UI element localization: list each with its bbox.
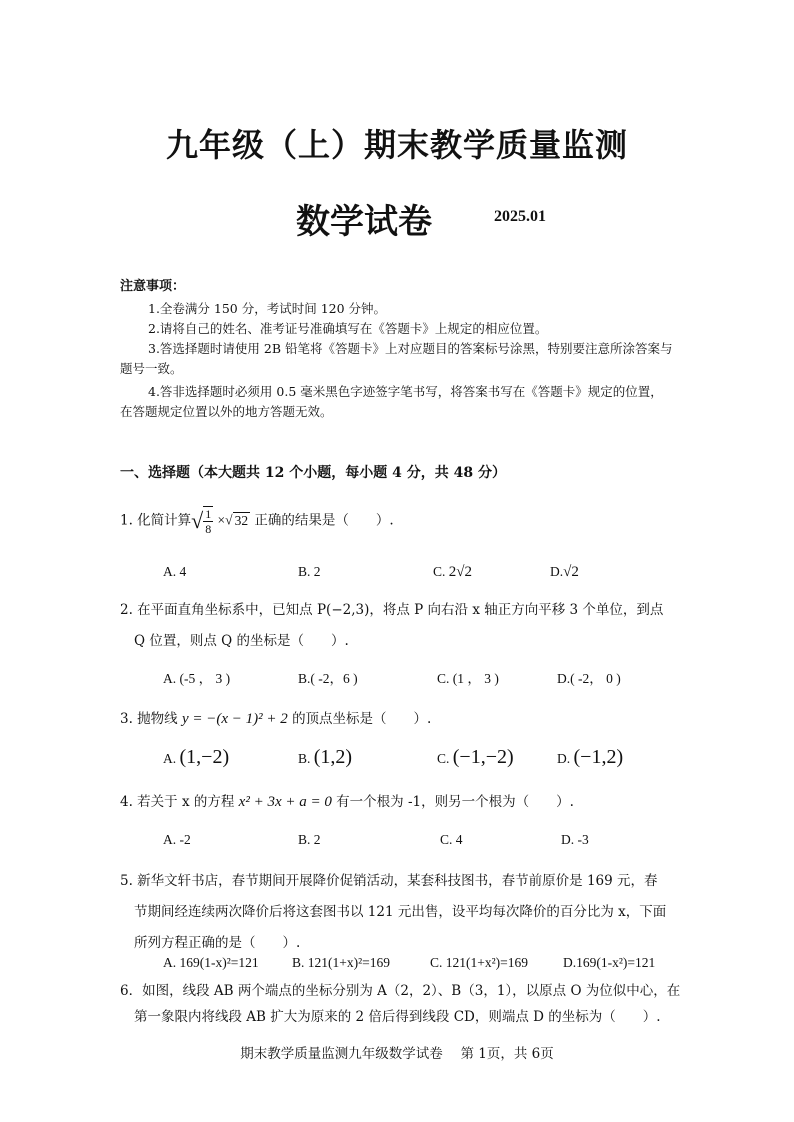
q3-formula: y = −(x − 1)² + 2 — [181, 711, 288, 727]
q3-option-a: A. (1,−2) — [163, 746, 230, 768]
q3-suffix: 的顶点坐标是（ ）. — [292, 711, 432, 727]
question-3 — [120, 707, 431, 728]
q4-suffix: 有一个根为 -1，则另一个根为（ ）. — [336, 794, 574, 810]
q1-option-b: B. 2 — [298, 564, 321, 579]
q1-option-a: A. 4 — [163, 564, 187, 579]
question-2-line1: 2. 在平面直角坐标系中，已知点 P(−2,3)，将点 P 向右沿 x 轴正方向平移 3 个单位，到点 — [120, 602, 664, 618]
q2-option-c: C. (1 ， 3 ) — [437, 671, 499, 686]
q1-prefix: 1. 化简计算 — [120, 512, 192, 529]
question-5-line2: 节期间经连续两次降价后将这套图书以 121 元出售，设平均每次降价的百分比为 x，下面 — [134, 904, 667, 920]
q2-option-d: D.( -2， 0 ) — [557, 671, 621, 686]
q5-option-a: A. 169(1-x)²=121 — [163, 955, 259, 970]
q4-option-d: D. -3 — [561, 832, 589, 847]
q1-frac-num: 1 — [205, 507, 212, 521]
q5-option-c: C. 121(1+x²)=169 — [430, 955, 529, 970]
q3-prefix: 3. 抛物线 — [120, 711, 178, 727]
notice-item-4: 4.答非选择题时必须用 0.5 毫米黑色字迹签字笔书写，将答案书写在《答题卡》规定的位置，在答题规定位置以外的地方答题无效。 — [120, 384, 663, 419]
exam-date: 2025.01 — [494, 208, 546, 225]
question-2-line2: Q 位置，则点 Q 的坐标是（ ）. — [134, 633, 349, 649]
q1-option-d: D.√2 — [550, 564, 579, 580]
q4-option-c: C. 4 — [440, 832, 463, 847]
q3-option-d: D. (−1,2) — [557, 746, 624, 768]
q3-option-c-value: (−1,−2) — [452, 746, 514, 768]
q4-prefix: 4. 若关于 x 的方程 — [120, 794, 235, 810]
question-6-line1: 6．如图，线段 AB 两个端点的坐标分别为 A（2，2）、B（3，1），以原点 O 为位似中心，在 — [120, 983, 681, 999]
q4-option-a: A. -2 — [163, 832, 191, 847]
notice-item-1: 1.全卷满分 150 分，考试时间 120 分钟。 — [148, 301, 387, 316]
notice-item-2: 2.请将自己的姓名、准考证号准确填写在《答题卡》上规定的相应位置。 — [148, 321, 548, 336]
question-4 — [120, 790, 574, 811]
q1-suffix: 正确的结果是（ ）. — [254, 512, 394, 529]
q3-option-d-value: (−1,2) — [573, 746, 624, 768]
q5-option-d: D.169(1-x²)=121 — [563, 955, 656, 970]
page-footer: 期末教学质量监测九年级数学试卷 第 1页，共 6页 — [240, 1046, 554, 1062]
q1-option-d-value: √2 — [563, 564, 579, 580]
q3-option-b: B. (1,2) — [298, 746, 353, 768]
q4-option-b: B. 2 — [298, 832, 321, 847]
question-5-line1: 5. 新华文轩书店，春节期间开展降价促销活动，某套科技图书，春节前原价是 169 元，春 — [120, 873, 658, 889]
q3-option-b-value: (1,2) — [313, 746, 353, 768]
q2-option-b: B.( -2，6 ) — [298, 671, 358, 686]
notice-item-3: 3.答选择题时请使用 2B 铅笔将《答题卡》上对应题目的答案标号涂黑，特别要注意所涂答案与题号一致。 — [120, 341, 673, 376]
q1-frac-den: 8 — [205, 522, 212, 536]
exam-title: 九年级（上）期末教学质量监测 — [165, 126, 628, 164]
q1-times: × — [217, 512, 226, 528]
section-heading: 一、选择题（本大题共 12 个小题，每小题 4 分，共 48 分） — [120, 465, 506, 481]
question-1: 1. 化简计算√ $\frac{1}{8}$ ×√ 32 正确的结果是（ ）. — [120, 507, 394, 536]
q1-sqrt-val: 32 — [234, 512, 249, 528]
q5-option-b: B. 121(1+x)²=169 — [292, 955, 391, 970]
q3-option-c: C. (−1,−2) — [437, 746, 514, 768]
question-5-line3: 所列方程正确的是（ ）. — [134, 935, 301, 951]
notice-heading: 注意事项： — [120, 279, 186, 294]
q1-option-c: C. 2√2 — [433, 564, 472, 580]
q4-formula: x² + 3x + a = 0 — [238, 794, 332, 810]
q3-option-a-value: (1,−2) — [179, 746, 230, 768]
exam-subtitle: 数学试卷 — [296, 202, 432, 242]
q2-option-a: A. (-5 ， 3 ) — [163, 671, 231, 686]
q1-option-c-value: 2√2 — [448, 564, 472, 580]
question-6-line2: 第一象限内将线段 AB 扩大为原来的 2 倍后得到线段 CD，则端点 D 的坐标为（ ）. — [134, 1009, 661, 1025]
